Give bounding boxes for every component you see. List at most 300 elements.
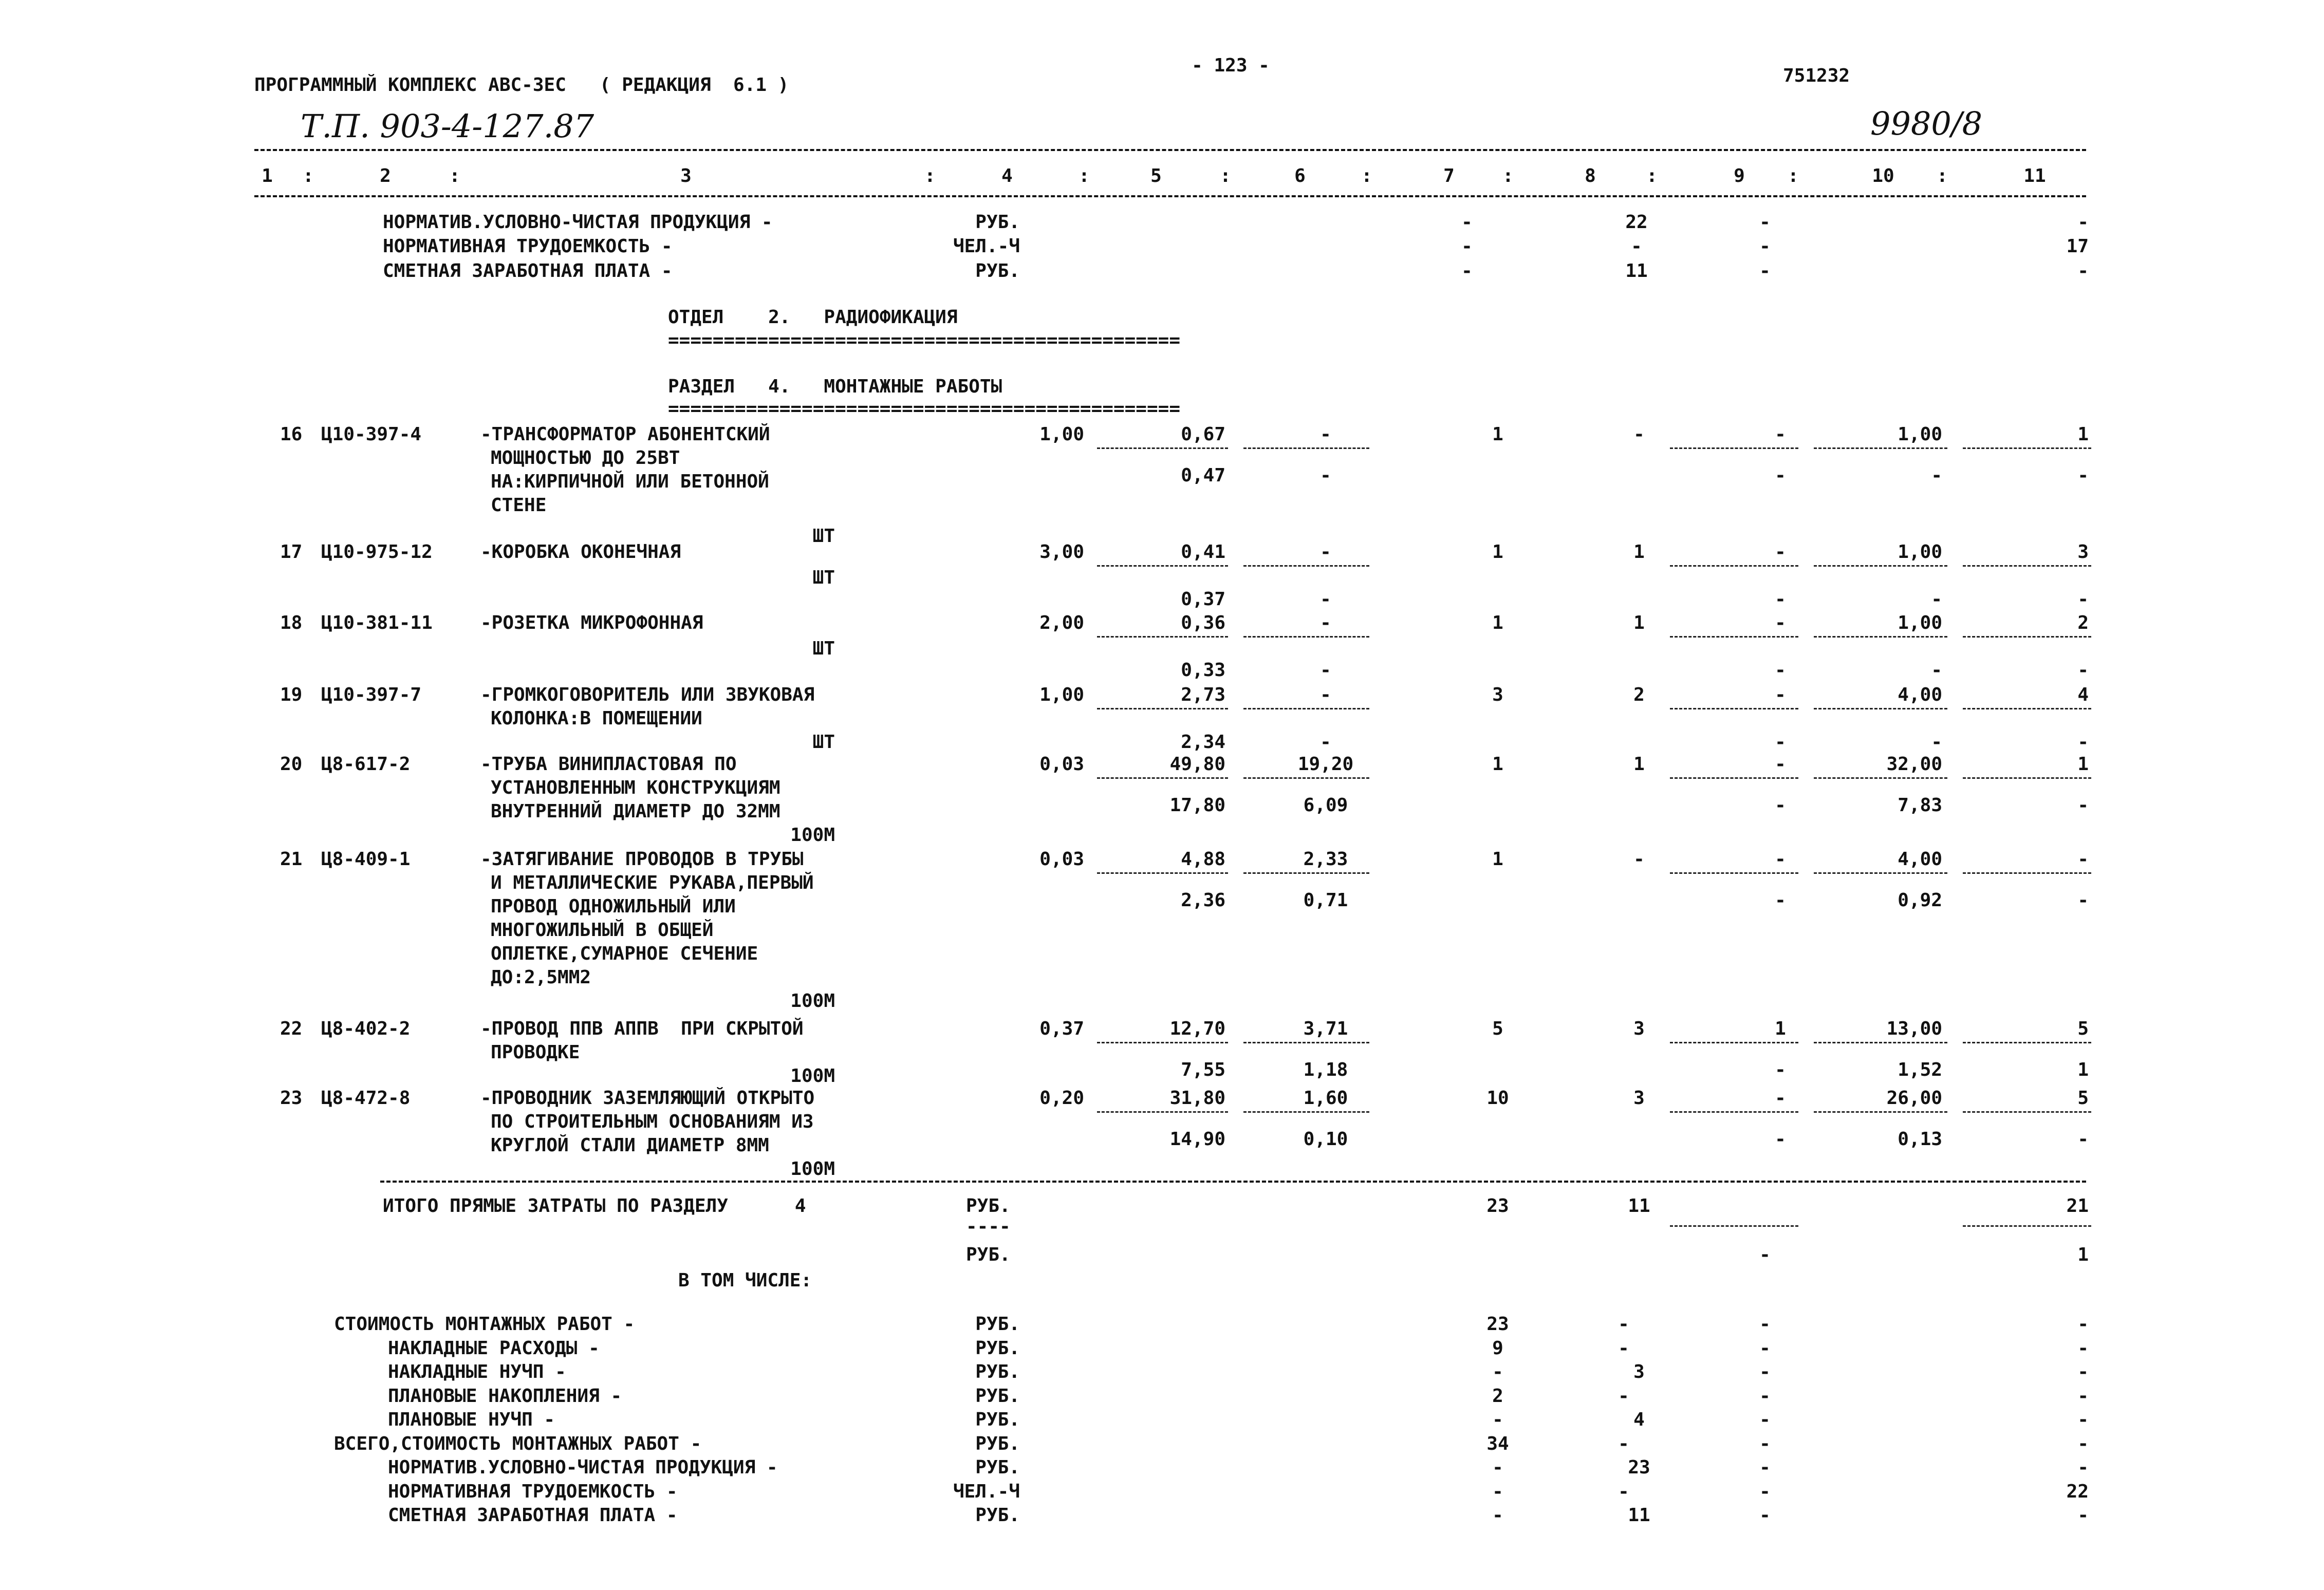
total-split-dash xyxy=(1814,447,1947,449)
summary-unit: РУБ. xyxy=(975,1409,1020,1430)
total-split-dash xyxy=(1814,872,1947,874)
item-unit-price-wage: 0,47 xyxy=(1181,465,1225,486)
item-total: 1,00 xyxy=(1898,541,1942,563)
total-split-dash xyxy=(1963,636,2091,638)
item-col7: 1 xyxy=(1492,424,1503,445)
top-total-label: СМЕТНАЯ ЗАРАБОТНАЯ ПЛАТА - xyxy=(383,260,673,282)
including-heading: В ТОМ ЧИСЛЕ: xyxy=(678,1270,812,1291)
summary-unit: ЧЕЛ.-Ч xyxy=(953,1481,1020,1502)
item-unit-price: 0,41 xyxy=(1181,541,1225,563)
item-unit-price: 4,88 xyxy=(1181,849,1225,870)
item-number: 23 xyxy=(280,1088,303,1109)
summary-col7: - xyxy=(1492,1361,1503,1382)
summary-col9: - xyxy=(1759,1409,1771,1430)
top-total-col8: - xyxy=(1631,236,1642,257)
item-description-line: ПРОВОД ОДНОЖИЛЬНЫЙ ИЛИ xyxy=(491,896,736,917)
summary-col8: 11 xyxy=(1628,1505,1650,1526)
item-description-line: -ТРАНСФОРМАТОР АБОНЕНТСКИЙ xyxy=(480,424,770,445)
item-col8: - xyxy=(1633,424,1645,445)
summary-col11: - xyxy=(2077,1505,2089,1526)
itogo-split-dash xyxy=(1670,1225,1798,1227)
summary-col7: - xyxy=(1492,1457,1503,1478)
column-header-1: 1 xyxy=(262,165,273,186)
summary-col11: - xyxy=(2077,1338,2089,1359)
item-description-line: ПРОВОДКЕ xyxy=(491,1042,580,1063)
summary-col7: 34 xyxy=(1486,1433,1509,1454)
item-wage-price: 19,20 xyxy=(1297,754,1354,775)
item-wage-price-wage: 0,71 xyxy=(1303,890,1348,911)
total-split-dash xyxy=(1670,1111,1798,1113)
item-col8: 1 xyxy=(1633,612,1645,633)
itogo-col11-wage: 1 xyxy=(2077,1244,2089,1265)
summary-unit: РУБ. xyxy=(975,1386,1020,1407)
summary-col8: 23 xyxy=(1628,1457,1650,1478)
item-unit: 100М xyxy=(790,825,835,846)
item-col8: 1 xyxy=(1633,754,1645,775)
item-unit-price: 12,70 xyxy=(1169,1018,1225,1039)
item-description-line: МНОГОЖИЛЬНЫЙ В ОБЩЕЙ xyxy=(491,920,714,941)
document-code: 751232 xyxy=(1783,65,1850,86)
summary-col7: - xyxy=(1492,1481,1503,1502)
column-separator: : xyxy=(1937,165,1948,186)
item-col9: - xyxy=(1775,849,1786,870)
total-split-dash xyxy=(1670,447,1798,449)
total-split-dash xyxy=(1670,777,1798,779)
column-header-2: 2 xyxy=(380,165,391,186)
item-col9: - xyxy=(1775,754,1786,775)
item-col11: 3 xyxy=(2077,541,2089,563)
item-total-wage: - xyxy=(1931,660,1942,681)
column-header-8: 8 xyxy=(1585,165,1596,186)
item-quantity: 3,00 xyxy=(1039,541,1084,563)
column-header-11: 11 xyxy=(2023,165,2046,186)
summary-col8: - xyxy=(1618,1314,1629,1335)
top-total-label: НОРМАТИВ.УСЛОВНО-ЧИСТАЯ ПРОДУКЦИЯ - xyxy=(383,212,773,233)
handwritten-project-number: Т.П. 903-4-127.87 xyxy=(301,107,594,145)
summary-col8: - xyxy=(1618,1338,1629,1359)
summary-col11: - xyxy=(2077,1361,2089,1382)
item-col8: 1 xyxy=(1633,541,1645,563)
item-description-line: -ТРУБА ВИНИПЛАСТОВАЯ ПО xyxy=(480,754,737,775)
itogo-unit: РУБ. xyxy=(966,1195,1011,1217)
item-unit-price: 49,80 xyxy=(1169,754,1225,775)
item-total: 32,00 xyxy=(1886,754,1942,775)
item-unit: ШТ xyxy=(812,638,835,659)
summary-unit: РУБ. xyxy=(975,1338,1020,1359)
summary-col7: 23 xyxy=(1486,1314,1509,1335)
itogo-col9-wage: - xyxy=(1759,1244,1771,1265)
summary-col9: - xyxy=(1759,1505,1771,1526)
item-col11-wage: - xyxy=(2077,589,2089,610)
item-code: Ц10-397-4 xyxy=(321,424,422,445)
itogo-label: ИТОГО ПРЯМЫЕ ЗАТРАТЫ ПО РАЗДЕЛУ 4 xyxy=(383,1195,806,1217)
price-split-dash xyxy=(1097,447,1228,449)
item-col9: - xyxy=(1775,1088,1786,1109)
item-col7: 3 xyxy=(1492,684,1503,705)
column-header-9: 9 xyxy=(1734,165,1745,186)
item-col7: 1 xyxy=(1492,754,1503,775)
summary-label: НАКЛАДНЫЕ НУЧП - xyxy=(388,1361,566,1382)
item-wage-price-wage: - xyxy=(1320,732,1331,753)
item-description-line: -РОЗЕТКА МИКРОФОННАЯ xyxy=(480,612,703,633)
total-split-dash xyxy=(1963,447,2091,449)
item-col7: 1 xyxy=(1492,541,1503,563)
item-description-line: -КОРОБКА ОКОНЕЧНАЯ xyxy=(480,541,681,563)
price-split-dash xyxy=(1097,708,1228,709)
summary-label: НАКЛАДНЫЕ РАСХОДЫ - xyxy=(388,1338,600,1359)
item-total-wage: - xyxy=(1931,732,1942,753)
top-total-col11: - xyxy=(2077,260,2089,282)
item-unit-price-wage: 14,90 xyxy=(1169,1129,1225,1150)
section-razdel-heading: РАЗДЕЛ 4. МОНТАЖНЫЕ РАБОТЫ xyxy=(668,376,1002,397)
item-description-line: КОЛОНКА:В ПОМЕЩЕНИИ xyxy=(491,708,702,729)
item-col9-wage: - xyxy=(1775,1129,1786,1150)
item-col7: 5 xyxy=(1492,1018,1503,1039)
item-col7: 10 xyxy=(1486,1088,1509,1109)
column-header-3: 3 xyxy=(680,165,692,186)
item-code: Ц8-617-2 xyxy=(321,754,411,775)
item-description-line: -ПРОВОДНИК ЗАЗЕМЛЯЮЩИЙ ОТКРЫТО xyxy=(480,1088,815,1109)
summary-col11: - xyxy=(2077,1386,2089,1407)
column-header-5: 5 xyxy=(1150,165,1162,186)
section-otdel-heading: ОТДЕЛ 2. РАДИОФИКАЦИЯ xyxy=(668,307,958,328)
item-unit: 100М xyxy=(790,1158,835,1180)
total-split-dash xyxy=(1963,1042,2091,1043)
column-header-7: 7 xyxy=(1443,165,1455,186)
item-total: 1,00 xyxy=(1898,424,1942,445)
item-total-wage: 7,83 xyxy=(1898,795,1942,816)
item-quantity: 1,00 xyxy=(1039,424,1084,445)
itogo-unit-separator: ---- xyxy=(966,1216,1011,1237)
summary-col9: - xyxy=(1759,1386,1771,1407)
summary-col8: 4 xyxy=(1633,1409,1645,1430)
total-split-dash xyxy=(1670,872,1798,874)
item-col9-wage: - xyxy=(1775,890,1786,911)
item-col11: 2 xyxy=(2077,612,2089,633)
item-description-line: СТЕНЕ xyxy=(491,495,547,516)
summary-col8: - xyxy=(1618,1481,1629,1502)
item-wage-price: 1,60 xyxy=(1303,1088,1348,1109)
item-total-wage: 1,52 xyxy=(1898,1059,1942,1080)
column-separator: : xyxy=(1079,165,1090,186)
item-quantity: 0,03 xyxy=(1039,849,1084,870)
item-total: 13,00 xyxy=(1886,1018,1942,1039)
column-separator: : xyxy=(1361,165,1372,186)
section-otdel-underline: ============================================== xyxy=(668,330,1180,351)
summary-unit: РУБ. xyxy=(975,1457,1020,1478)
total-split-dash xyxy=(1670,1042,1798,1043)
total-split-dash xyxy=(1963,708,2091,709)
item-code: Ц8-409-1 xyxy=(321,849,411,870)
item-wage-price-wage: - xyxy=(1320,589,1331,610)
price-split-dash xyxy=(1243,636,1369,638)
column-header-10: 10 xyxy=(1872,165,1894,186)
item-total: 4,00 xyxy=(1898,849,1942,870)
top-total-unit: ЧЕЛ.-Ч xyxy=(953,236,1020,257)
total-split-dash xyxy=(1963,1111,2091,1113)
item-unit-price-wage: 0,37 xyxy=(1181,589,1225,610)
summary-label: ВСЕГО,СТОИМОСТЬ МОНТАЖНЫХ РАБОТ - xyxy=(334,1433,702,1454)
item-wage-price: - xyxy=(1320,541,1331,563)
item-wage-price: - xyxy=(1320,684,1331,705)
summary-col9: - xyxy=(1759,1338,1771,1359)
item-number: 20 xyxy=(280,754,303,775)
top-total-col9: - xyxy=(1759,260,1771,282)
item-total-wage: - xyxy=(1931,589,1942,610)
summary-label: СТОИМОСТЬ МОНТАЖНЫХ РАБОТ - xyxy=(334,1314,635,1335)
item-col11-wage: - xyxy=(2077,795,2089,816)
column-header-6: 6 xyxy=(1294,165,1306,186)
price-split-dash xyxy=(1097,872,1228,874)
column-separator: : xyxy=(1502,165,1514,186)
summary-col11: - xyxy=(2077,1409,2089,1430)
summary-unit: РУБ. xyxy=(975,1433,1020,1454)
item-number: 22 xyxy=(280,1018,303,1039)
price-split-dash xyxy=(1243,447,1369,449)
summary-col7: 9 xyxy=(1492,1338,1503,1359)
price-split-dash xyxy=(1243,872,1369,874)
header-rule-bottom xyxy=(254,195,2086,197)
total-split-dash xyxy=(1814,777,1947,779)
top-total-unit: РУБ. xyxy=(975,212,1020,233)
price-split-dash xyxy=(1097,565,1228,567)
item-wage-price-wage: - xyxy=(1320,660,1331,681)
header-rule-top xyxy=(254,149,2086,151)
summary-col11: - xyxy=(2077,1433,2089,1454)
item-total: 26,00 xyxy=(1886,1088,1942,1109)
item-col9: 1 xyxy=(1775,1018,1786,1039)
price-split-dash xyxy=(1243,1111,1369,1113)
total-split-dash xyxy=(1963,565,2091,567)
program-title: ПРОГРАММНЫЙ КОМПЛЕКС АВС-ЗЕС ( РЕДАКЦИЯ 6.1 ) xyxy=(254,74,789,96)
total-split-dash xyxy=(1963,777,2091,779)
price-split-dash xyxy=(1243,1042,1369,1043)
item-number: 18 xyxy=(280,612,303,633)
item-col11: 1 xyxy=(2077,754,2089,775)
item-col8: 2 xyxy=(1633,684,1645,705)
summary-col9: - xyxy=(1759,1361,1771,1382)
item-code: Ц8-472-8 xyxy=(321,1088,411,1109)
item-wage-price-wage: 1,18 xyxy=(1303,1059,1348,1080)
item-number: 17 xyxy=(280,541,303,563)
item-col11: 4 xyxy=(2077,684,2089,705)
item-description-line: -ЗАТЯГИВАНИЕ ПРОВОДОВ В ТРУБЫ xyxy=(480,849,804,870)
item-description-line: И МЕТАЛЛИЧЕСКИЕ РУКАВА,ПЕРВЫЙ xyxy=(491,872,814,893)
summary-unit: РУБ. xyxy=(975,1361,1020,1382)
top-total-unit: РУБ. xyxy=(975,260,1020,282)
total-split-dash xyxy=(1670,636,1798,638)
item-col8: 3 xyxy=(1633,1088,1645,1109)
top-total-col7: - xyxy=(1461,260,1473,282)
item-unit-price-wage: 2,36 xyxy=(1181,890,1225,911)
summary-col7: 2 xyxy=(1492,1386,1503,1407)
total-split-dash xyxy=(1814,1111,1947,1113)
top-total-col7: - xyxy=(1461,236,1473,257)
item-unit-price: 0,36 xyxy=(1181,612,1225,633)
total-split-dash xyxy=(1814,708,1947,709)
item-total: 1,00 xyxy=(1898,612,1942,633)
summary-col8: 3 xyxy=(1633,1361,1645,1382)
column-separator: : xyxy=(449,165,460,186)
item-col11-wage: - xyxy=(2077,890,2089,911)
item-description-line: КРУГЛОЙ СТАЛИ ДИАМЕТР 8ММ xyxy=(491,1135,769,1156)
summary-col9: - xyxy=(1759,1481,1771,1502)
item-description-line: -ГРОМКОГОВОРИТЕЛЬ ИЛИ ЗВУКОВАЯ xyxy=(480,684,815,705)
top-total-col8: 22 xyxy=(1625,212,1648,233)
item-code: Ц8-402-2 xyxy=(321,1018,411,1039)
item-wage-price-wage: - xyxy=(1320,465,1331,486)
itogo-unit-wage: РУБ. xyxy=(966,1244,1011,1265)
item-description-line: ОПЛЕТКЕ,СУМАРНОЕ СЕЧЕНИЕ xyxy=(491,943,758,964)
item-unit-price-wage: 17,80 xyxy=(1169,795,1225,816)
summary-col8: - xyxy=(1618,1386,1629,1407)
section-razdel-underline: ============================================== xyxy=(668,398,1180,419)
item-col8: 3 xyxy=(1633,1018,1645,1039)
top-total-col11: 17 xyxy=(2066,236,2089,257)
summary-col9: - xyxy=(1759,1314,1771,1335)
price-split-dash xyxy=(1097,777,1228,779)
item-col8: - xyxy=(1633,849,1645,870)
column-header-4: 4 xyxy=(1001,165,1013,186)
column-separator: : xyxy=(1646,165,1658,186)
item-total: 4,00 xyxy=(1898,684,1942,705)
item-col9: - xyxy=(1775,424,1786,445)
total-split-dash xyxy=(1670,565,1798,567)
item-col9-wage: - xyxy=(1775,732,1786,753)
item-unit: 100М xyxy=(790,1065,835,1087)
itogo-col7: 23 xyxy=(1486,1195,1509,1217)
item-col11: 5 xyxy=(2077,1088,2089,1109)
top-total-col11: - xyxy=(2077,212,2089,233)
item-number: 19 xyxy=(280,684,303,705)
item-unit-price: 2,73 xyxy=(1181,684,1225,705)
item-col7: 1 xyxy=(1492,612,1503,633)
summary-col11: - xyxy=(2077,1457,2089,1478)
top-total-label: НОРМАТИВНАЯ ТРУДОЕМКОСТЬ - xyxy=(383,236,673,257)
item-col11-wage: 1 xyxy=(2077,1059,2089,1080)
item-total-wage: 0,92 xyxy=(1898,890,1942,911)
item-col9-wage: - xyxy=(1775,660,1786,681)
item-unit-price: 31,80 xyxy=(1169,1088,1225,1109)
handwritten-sheet-number: 9980/8 xyxy=(1870,105,1983,142)
item-quantity: 0,03 xyxy=(1039,754,1084,775)
price-split-dash xyxy=(1097,1042,1228,1043)
item-quantity: 0,20 xyxy=(1039,1088,1084,1109)
item-unit: 100М xyxy=(790,990,835,1012)
top-total-col7: - xyxy=(1461,212,1473,233)
price-split-dash xyxy=(1097,636,1228,638)
item-wage-price: 2,33 xyxy=(1303,849,1348,870)
price-split-dash xyxy=(1243,565,1369,567)
item-wage-price: 3,71 xyxy=(1303,1018,1348,1039)
item-description-line: ДО:2,5ММ2 xyxy=(491,967,591,988)
item-unit-price-wage: 2,34 xyxy=(1181,732,1225,753)
item-total-wage: - xyxy=(1931,465,1942,486)
item-wage-price: - xyxy=(1320,612,1331,633)
item-unit: ШТ xyxy=(812,567,835,588)
total-split-dash xyxy=(1814,565,1947,567)
item-col11-wage: - xyxy=(2077,732,2089,753)
itogo-col8: 11 xyxy=(1628,1195,1650,1217)
summary-unit: РУБ. xyxy=(975,1505,1020,1526)
item-total-wage: 0,13 xyxy=(1898,1129,1942,1150)
total-split-dash xyxy=(1670,708,1798,709)
price-split-dash xyxy=(1243,708,1369,709)
item-description-line: ПО СТРОИТЕЛЬНЫМ ОСНОВАНИЯМ ИЗ xyxy=(491,1111,814,1132)
item-col11: - xyxy=(2077,849,2089,870)
summary-col9: - xyxy=(1759,1433,1771,1454)
column-separator: : xyxy=(924,165,936,186)
column-separator: : xyxy=(303,165,314,186)
item-description-line: УСТАНОВЛЕННЫМ КОНСТРУКЦИЯМ xyxy=(491,777,780,798)
item-quantity: 1,00 xyxy=(1039,684,1084,705)
column-separator: : xyxy=(1788,165,1799,186)
item-col9-wage: - xyxy=(1775,589,1786,610)
item-description-line: ВНУТРЕННИЙ ДИАМЕТР ДО 32ММ xyxy=(491,801,780,822)
item-code: Ц10-975-12 xyxy=(321,541,433,563)
total-split-dash xyxy=(1814,1042,1947,1043)
item-col9: - xyxy=(1775,684,1786,705)
item-wage-price-wage: 0,10 xyxy=(1303,1129,1348,1150)
item-code: Ц10-397-7 xyxy=(321,684,422,705)
summary-unit: РУБ. xyxy=(975,1314,1020,1335)
column-separator: : xyxy=(1220,165,1231,186)
item-col11-wage: - xyxy=(2077,1129,2089,1150)
item-col9-wage: - xyxy=(1775,795,1786,816)
item-unit-price-wage: 0,33 xyxy=(1181,660,1225,681)
item-quantity: 0,37 xyxy=(1039,1018,1084,1039)
price-split-dash xyxy=(1097,1111,1228,1113)
total-split-dash xyxy=(1963,872,2091,874)
summary-col11: 22 xyxy=(2066,1481,2089,1502)
item-col11: 5 xyxy=(2077,1018,2089,1039)
item-col11: 1 xyxy=(2077,424,2089,445)
summary-col7: - xyxy=(1492,1505,1503,1526)
item-col11-wage: - xyxy=(2077,465,2089,486)
top-total-col9: - xyxy=(1759,212,1771,233)
price-split-dash xyxy=(1243,777,1369,779)
item-description-line: МОЩНОСТЬЮ ДО 25ВТ xyxy=(491,447,680,469)
item-col9-wage: - xyxy=(1775,465,1786,486)
itogo-split-dash xyxy=(1963,1225,2091,1227)
total-split-dash xyxy=(1814,636,1947,638)
item-code: Ц10-381-11 xyxy=(321,612,433,633)
summary-label: НОРМАТИВ.УСЛОВНО-ЧИСТАЯ ПРОДУКЦИЯ - xyxy=(388,1457,778,1478)
item-wage-price: - xyxy=(1320,424,1331,445)
item-number: 21 xyxy=(280,849,303,870)
item-wage-price-wage: 6,09 xyxy=(1303,795,1348,816)
itogo-col11: 21 xyxy=(2066,1195,2089,1217)
summary-label: ПЛАНОВЫЕ НУЧП - xyxy=(388,1409,555,1430)
summary-label: ПЛАНОВЫЕ НАКОПЛЕНИЯ - xyxy=(388,1386,622,1407)
item-col7: 1 xyxy=(1492,849,1503,870)
item-col9: - xyxy=(1775,612,1786,633)
summary-col9: - xyxy=(1759,1457,1771,1478)
summary-label: СМЕТНАЯ ЗАРАБОТНАЯ ПЛАТА - xyxy=(388,1505,678,1526)
summary-col7: - xyxy=(1492,1409,1503,1430)
summary-label: НОРМАТИВНАЯ ТРУДОЕМКОСТЬ - xyxy=(388,1481,678,1502)
page-number: - 123 - xyxy=(1192,55,1270,76)
item-unit-price: 0,67 xyxy=(1181,424,1225,445)
top-total-col9: - xyxy=(1759,236,1771,257)
item-col9: - xyxy=(1775,541,1786,563)
item-unit-price-wage: 7,55 xyxy=(1181,1059,1225,1080)
summary-col8: - xyxy=(1618,1433,1629,1454)
top-total-col8: 11 xyxy=(1625,260,1648,282)
item-description-line: -ПРОВОД ППВ АППВ ПРИ СКРЫТОЙ xyxy=(480,1018,804,1039)
item-number: 16 xyxy=(280,424,303,445)
item-unit: ШТ xyxy=(812,732,835,753)
